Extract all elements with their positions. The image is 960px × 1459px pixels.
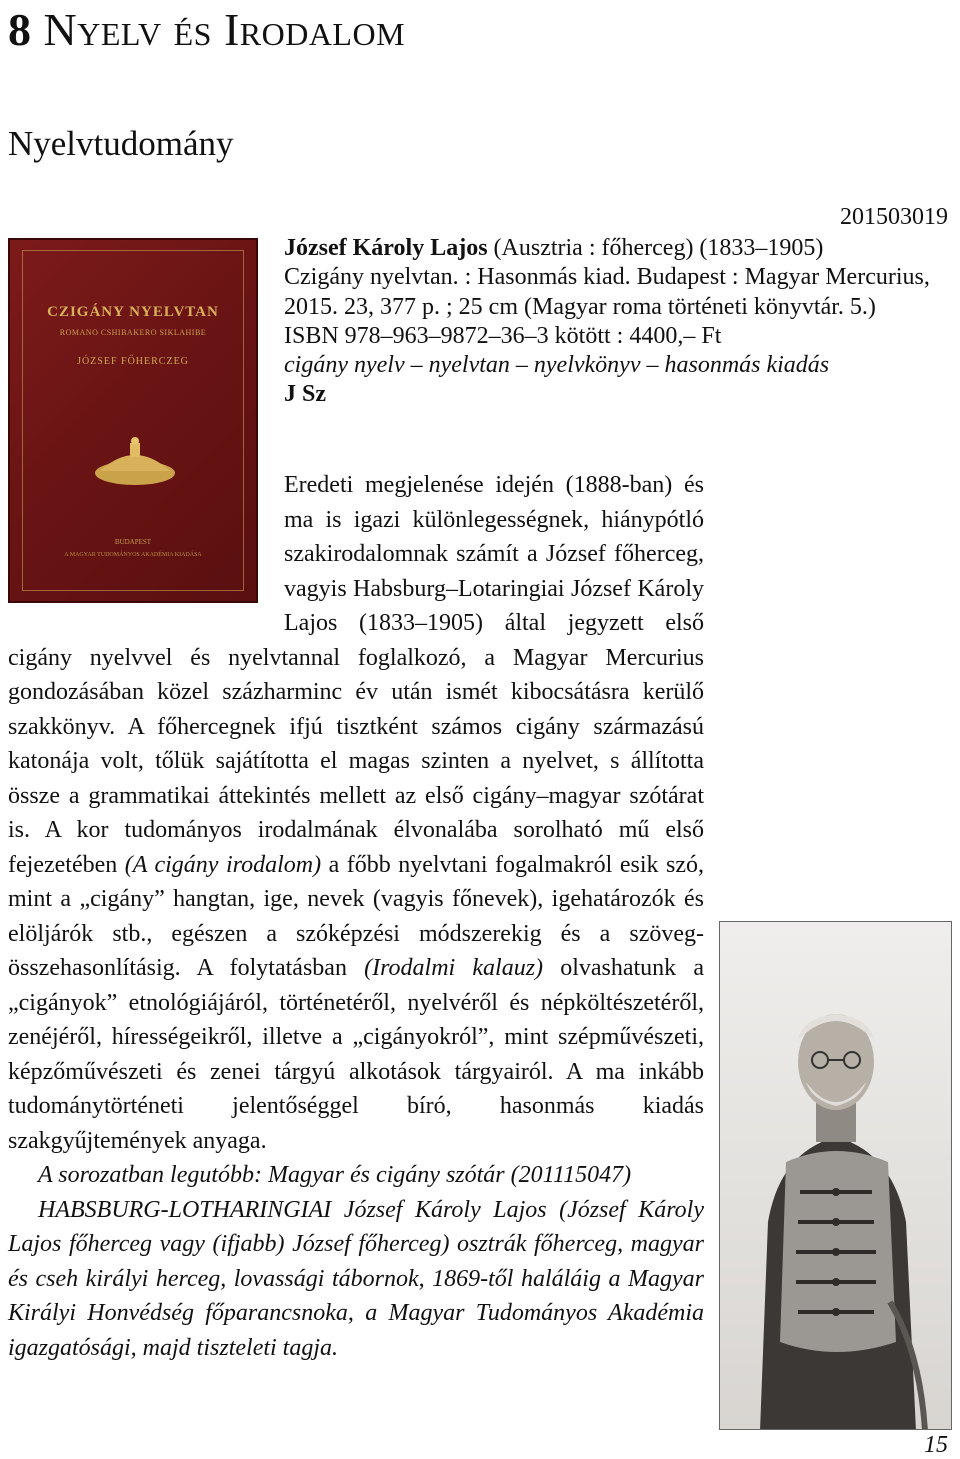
review-italic-part: (A cigány irodalom) — [124, 851, 322, 878]
entry-author-note: (Ausztria : főherceg) (1833–1905) — [487, 235, 824, 261]
author-biography: HABSBURG-LOTHARINGIAI József Károly Lajos (József Károly Lajos főherceg vagy (ifjabb) József főherceg) osztrák főherceg, magyar és cseh királyi herceg, lovassági tábornok, 1869-től haláláig a Magyar Királyi Honvédség főparancsnoka, a Magyar Tudományos Akadémia igazgatósági, majd tiszteleti tagja. — [8, 1196, 704, 1361]
chapter-title: Nyelv és Irodalom — [43, 4, 406, 55]
entry-id: 201503019 — [840, 204, 948, 230]
page-number: 15 — [924, 1432, 948, 1458]
cover-title: CZIGÁNY NYELVTAN — [47, 304, 219, 320]
review-italic-part: (Irodalmi kalauz) — [364, 955, 544, 981]
entry-isbn: ISBN 978–963–9872–36–3 kötött : 4400,– Ft — [284, 322, 722, 349]
series-note: A sorozatban legutóbb: Magyar és cigány szótár (201115047) — [38, 1162, 632, 1188]
review-text-part: Eredeti megjelenése idején (1888-ban) és ma is igazi különlegességnek, hiánypótló szakirodalomnak számít a József főherceg, vagyis Habsburg–Lotaringiai József Károly Lajos (1833–1905) által jegyzett első cigány nyelvvel és nyelvtannal foglalkozó, a Magyar Mercurius gondozásában közel százharminc év után ismét kibocsátásra kerülő szakkönyv. A főhercegnek ifjú tisztként számos cigány származású katonája volt, tőlük sajátította el magas szinten a nyelvet, s állította össze a grammatikai áttekintés mellett az első cigány–magyar szótárat is. A kor tudományos irodalmának élvonalába sorolható mű első fejezetében — [8, 472, 704, 878]
entry-subjects: cigány nyelv – nyelvtan – nyelvkönyv – hasonmás kiadás — [284, 352, 830, 379]
chapter-number: 8 — [8, 4, 32, 55]
entry-heading — [284, 234, 952, 263]
cover-place: BUDAPEST — [114, 538, 152, 546]
cover-author: JÓZSEF FŐHERCZEG — [77, 356, 189, 367]
entry-author: József Károly Lajos — [284, 235, 488, 261]
cover-spacer — [8, 468, 284, 614]
section-title: Nyelvtudomány — [8, 124, 234, 163]
entry-metadata — [284, 234, 952, 410]
cover-publisher: A MAGYAR TUDOMÁNYOS AKADÉMIA KIADÁSA — [64, 552, 202, 558]
review-text-part: a főbb nyelvtani fogalmakról esik szó, mint a „cigány” hangtan, ige, nevek (vagyis főnevek), igehatározók és elöljárók stb., egészen a szóképzési módszerekig és a szöveg-összehasonlításig. A folytatásban — [8, 851, 704, 981]
portrait-illustration — [720, 922, 952, 1430]
chapter-heading — [8, 2, 405, 58]
review-text-part: olvashatunk a „cigányok” etnológiájáról, történetéről, nyelvéről és népköltészetéről, zenéjéről, hírességeikről, illetve a „cigányokról”, mint szépművészeti, képzőművészeti és zenei tárgyú alkotások tárgyairól. A ma inkább tudománytörténeti jelentőséggel bíró, hasonmás kiadás szakgyűjtemények anyaga. — [8, 955, 704, 1154]
cover-subtitle: ROMANO CSHIBAKERO SIKLAHIBE — [59, 328, 207, 337]
entry-reviewer: J Sz — [284, 381, 326, 408]
entry-bibliography: Czigány nyelvtan. : Hasonmás kiad. Budapest : Magyar Mercurius, 2015. 23, 377 p. ; 25 cm (Magyar roma történeti könyvtár. 5.) — [284, 264, 930, 320]
author-portrait-photo — [719, 921, 952, 1430]
